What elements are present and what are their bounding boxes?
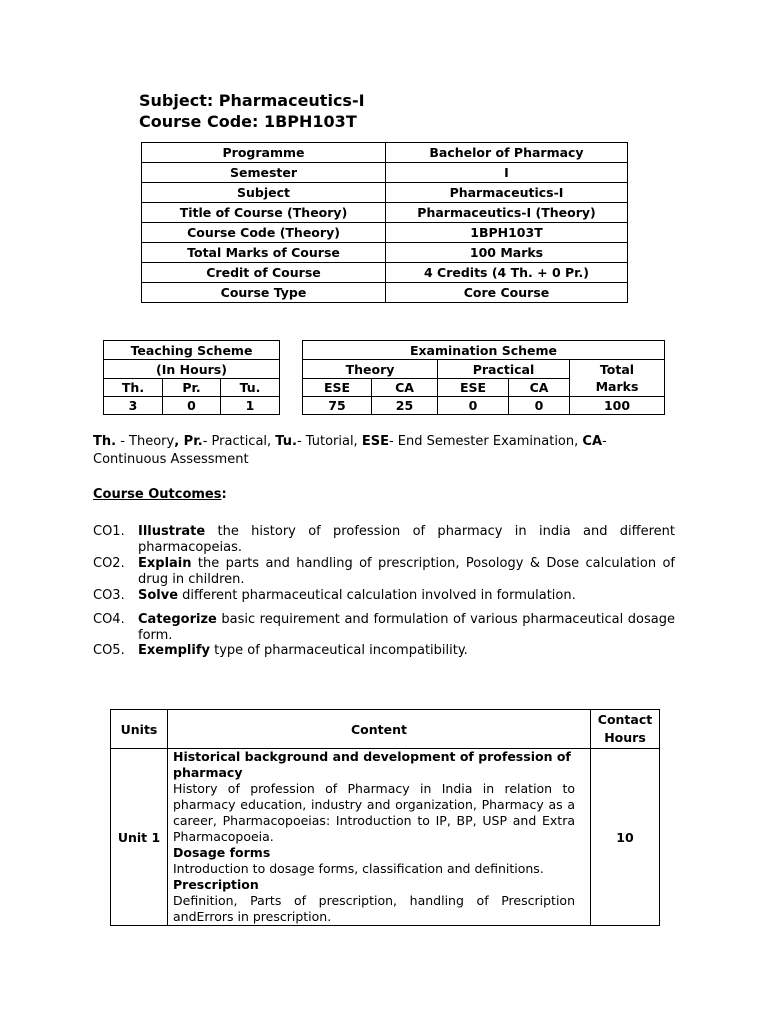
content-header: Content	[168, 710, 591, 749]
exam-value: 25	[372, 397, 438, 415]
exam-practical-header: Practical	[438, 360, 570, 379]
exam-value: 0	[438, 397, 509, 415]
abbreviation-legend: Th. - Theory, Pr.- Practical, Tu.- Tutorial, ESE- End Semester Examination, CA- Continuous Assessment	[93, 434, 607, 467]
info-label: Total Marks of Course	[142, 243, 386, 263]
info-value: I	[386, 163, 628, 183]
exam-scheme-title: Examination Scheme	[303, 341, 665, 360]
info-value: Pharmaceutics-I (Theory)	[386, 203, 628, 223]
info-row	[142, 183, 628, 203]
units-table	[110, 709, 660, 926]
teaching-header: Pr.	[163, 379, 221, 397]
info-label: Course Code (Theory)	[142, 223, 386, 243]
exam-value: 0	[509, 397, 570, 415]
outcome-item: CO5. Exemplify type of pharmaceutical incompatibility.	[93, 643, 468, 658]
exam-value: 100	[570, 397, 665, 415]
teaching-scheme-table	[103, 340, 280, 415]
exam-scheme-table	[302, 340, 665, 415]
exam-theory-header: Theory	[303, 360, 438, 379]
info-value: 1BPH103T	[386, 223, 628, 243]
outcome-item: CO4. Categorize basic requirement and formulation of various pharmaceutical dosage form.	[93, 612, 675, 643]
exam-header: CA	[372, 379, 438, 397]
unit-hours: 10	[591, 749, 660, 926]
course-code-title: Course Code: 1BPH103T	[139, 112, 357, 131]
unit-topic-heading: Prescription	[173, 877, 259, 892]
teaching-value: 0	[163, 397, 221, 415]
info-label: Course Type	[142, 283, 386, 303]
info-label: Subject	[142, 183, 386, 203]
info-row	[142, 143, 628, 163]
info-row	[142, 283, 628, 303]
outcome-item: CO2. Explain the parts and handling of prescription, Posology & Dose calculation of drug in children.	[93, 556, 675, 587]
course-outcomes-heading: Course Outcomes:	[93, 487, 227, 502]
teaching-header: Tu.	[221, 379, 280, 397]
exam-header: CA	[509, 379, 570, 397]
info-row	[142, 243, 628, 263]
outcome-item: CO1. Illustrate the history of profession of pharmacy in india and different pharmacopeias.	[93, 524, 675, 555]
info-row	[142, 203, 628, 223]
unit-topic-text: Definition, Parts of prescription, handling of Prescription andErrors in prescription.	[173, 893, 575, 924]
outcome-item: CO3. Solve different pharmaceutical calculation involved in formulation.	[93, 588, 576, 603]
unit-topic-heading: Historical background and development of profession of pharmacy	[173, 749, 571, 780]
info-row	[142, 163, 628, 183]
info-row	[142, 223, 628, 243]
info-label: Programme	[142, 143, 386, 163]
exam-header: ESE	[303, 379, 372, 397]
info-value: 100 Marks	[386, 243, 628, 263]
unit-topic-text: History of profession of Pharmacy in India in relation to pharmacy education, industry and organization, Pharmacy as a career, Pharmacopoeias: Introduction to IP, BP, USP and Extra Pharmacopoeia.	[173, 781, 575, 844]
contact-hours-header: Contact Hours	[591, 710, 660, 749]
info-label: Credit of Course	[142, 263, 386, 283]
teaching-header: Th.	[104, 379, 163, 397]
subject-title: Subject: Pharmaceutics-I	[139, 91, 365, 110]
info-value: Bachelor of Pharmacy	[386, 143, 628, 163]
unit-topic-text: Introduction to dosage forms, classification and definitions.	[173, 861, 544, 876]
unit-topic-heading: Dosage forms	[173, 845, 271, 860]
course-info-table	[141, 142, 628, 303]
info-label: Semester	[142, 163, 386, 183]
teaching-scheme-title: Teaching Scheme	[104, 341, 280, 360]
unit-name: Unit 1	[111, 749, 168, 926]
exam-total-header: Total Marks	[570, 360, 665, 397]
info-value: 4 Credits (4 Th. + 0 Pr.)	[386, 263, 628, 283]
units-header: Units	[111, 710, 168, 749]
exam-value: 75	[303, 397, 372, 415]
info-value: Pharmaceutics-I	[386, 183, 628, 203]
exam-header: ESE	[438, 379, 509, 397]
teaching-value: 3	[104, 397, 163, 415]
unit-content	[168, 749, 591, 926]
teaching-value: 1	[221, 397, 280, 415]
teaching-scheme-subtitle: (In Hours)	[104, 360, 280, 379]
info-row	[142, 263, 628, 283]
info-value: Core Course	[386, 283, 628, 303]
info-label: Title of Course (Theory)	[142, 203, 386, 223]
